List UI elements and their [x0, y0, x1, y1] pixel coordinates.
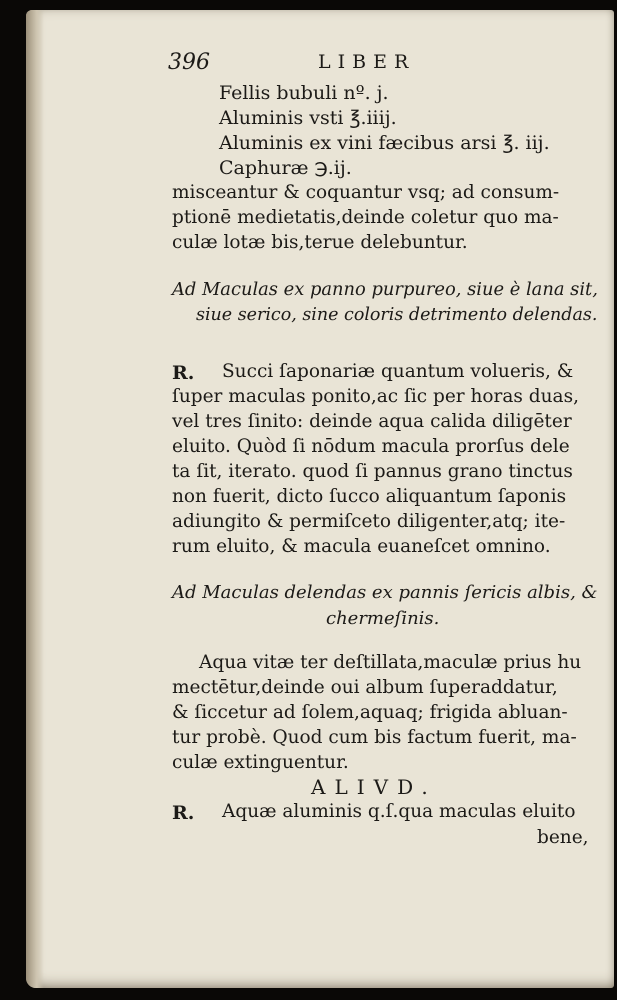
page-gutter-shadow	[26, 10, 44, 988]
recipe-line: Fellis bubuli nº. j.	[219, 82, 389, 104]
section-heading: siue serico, sine coloris detrimento delendas.	[196, 305, 598, 325]
section-title-aliud: ALIVD.	[311, 775, 437, 799]
recipe-mark: R.	[172, 802, 195, 824]
body-line: adiungito & permiſceto diligenter,atq; ite-	[172, 511, 566, 532]
body-line: culæ lotæ bis,terue delebuntur.	[172, 232, 468, 253]
body-line: eluito. Quòd ſi nōdum macula prorſus dele	[172, 436, 570, 457]
body-line: ta ſit, iterato. quod ſi pannus grano tinctus	[172, 461, 573, 482]
recipe-mark: R.	[172, 362, 195, 384]
section-heading: Ad Maculas ex panno purpureo, siue è lana sit,	[172, 279, 598, 300]
body-line: non fuerit, dicto ſucco aliquantum ſaponis	[172, 486, 567, 507]
body-line: & ſiccetur ad ſolem,aquaq; frigida abluan-	[172, 702, 568, 723]
body-line: mectētur,deinde oui album ſuperaddatur,	[172, 677, 558, 698]
section-heading: chermeſinis.	[326, 608, 440, 629]
body-line: Succi ſaponariæ quantum volueris, &	[222, 361, 574, 382]
recipe-line: Caphuræ ℈.ij.	[219, 157, 352, 179]
body-line: ptionē medietatis,deinde coletur quo ma-	[172, 207, 559, 228]
catchword: bene,	[537, 827, 589, 848]
body-line: Aquæ aluminis q.ſ.qua maculas eluito	[222, 801, 576, 822]
body-line: ſuper maculas ponito,ac ſic per horas duas,	[172, 386, 579, 407]
body-line: tur probè. Quod cum bis factum fuerit, ma-	[172, 727, 577, 748]
recipe-line: Aluminis ex vini fæcibus arsi ℥. iij.	[219, 132, 550, 154]
recipe-line: Aluminis vsti ℥.iiij.	[219, 107, 397, 129]
body-line: vel tres ſinito: deinde aqua calida diligēter	[172, 411, 572, 432]
body-line: rum eluito, & macula euaneſcet omnino.	[172, 536, 551, 557]
body-line: Aqua vitæ ter deſtillata,maculæ prius hu	[199, 652, 582, 673]
body-line: culæ extinguentur.	[172, 752, 349, 773]
running-title: LIBER	[318, 51, 416, 73]
section-heading: Ad Maculas delendas ex pannis ſericis albis, &	[172, 582, 598, 603]
body-line: misceantur & coquantur vsq; ad consum-	[172, 182, 560, 203]
page-number: 396	[168, 50, 210, 75]
